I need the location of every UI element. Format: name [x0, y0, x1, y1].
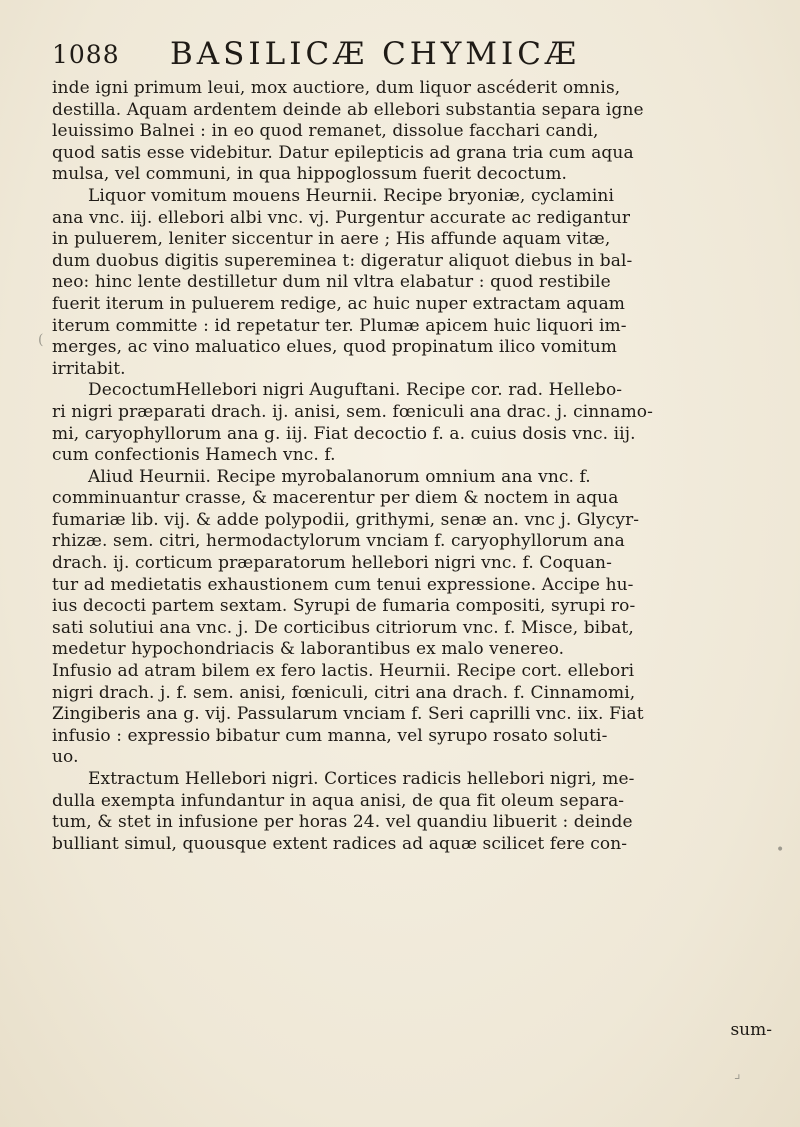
text-line: tur ad medietatis exhaustionem cum tenui expressione. Accipe hu- [52, 574, 634, 595]
text-line: DecoctumHellebori nigri Auguftani. Recipe cor. rad. Hellebo- [88, 380, 623, 401]
text-line: fumariæ lib. vij. & adde polypodii, grithymi, senæ an. vnc j. Glycyr- [52, 509, 640, 530]
text-line: infusio : expressio bibatur cum manna, vel syrupo rosato soluti- [52, 725, 608, 746]
text-line: Liquor vomitum mouens Heurnii. Recipe bryoniæ, cyclamini [88, 185, 615, 206]
text-line: fuerit iterum in puluerem redige, ac huic nuper extractam aquam [52, 293, 626, 314]
text-line: tum, & stet in infusione per horas 24. vel quandiu libuerit : deinde [52, 812, 633, 833]
text-line: destilla. Aquam ardentem deinde ab ellebori substantia separa igne [52, 99, 644, 120]
text-line: sati solutiui ana vnc. j. De corticibus citriorum vnc. f. Misce, bibat, [52, 617, 634, 638]
text-line: irritabit. [52, 358, 126, 379]
text-line: mulsa, vel communi, in qua hippoglossum fuerit decoctum. [52, 164, 568, 185]
text-line: quod satis esse videbitur. Datur epilepticis ad grana tria cum aqua [52, 142, 634, 163]
text-line: Extractum Hellebori nigri. Cortices radicis hellebori nigri, me- [88, 769, 635, 789]
text-line: Zingiberis ana g. vij. Passularum vnciam f. Seri caprilli vnc. iix. Fiat [52, 704, 644, 725]
text-line: iterum committe : id repetatur ter. Plumæ apicem huic liquori im- [52, 315, 627, 336]
margin-mark: ⌟ [734, 1066, 741, 1082]
running-title: BASILICÆ CHYMICÆ [170, 36, 581, 72]
text-line: nigri drach. j. f. sem. anisi, fœniculi, citri ana drach. f. Cinnamomi, [52, 682, 636, 703]
page-number: 1088 [52, 40, 120, 69]
text-line: dulla exempta infundantur in aqua anisi, de qua fit oleum separa- [52, 790, 625, 811]
text-line: Infusio ad atram bilem ex fero lactis. Heurnii. Recipe cort. ellebori [52, 661, 635, 682]
text-line: ri nigri præparati drach. ij. anisi, sem. fœniculi ana drac. j. cinnamo- [52, 401, 653, 422]
text-line: Aliud Heurnii. Recipe myrobalanorum omnium ana vnc. f. [88, 466, 591, 487]
text-line: drach. ij. corticum præparatorum hellebori nigri vnc. f. Coquan- [52, 553, 612, 574]
text-line: neo: hinc lente destilletur dum nil vltra elabatur : quod restibile [52, 272, 611, 293]
text-line: rhizæ. sem. citri, hermodactylorum vnciam f. caryophyllorum ana [52, 531, 625, 552]
text-line: uo. [52, 747, 79, 768]
text-line: merges, ac vino maluatico elues, quod propinatum ilico vomitum [52, 337, 617, 358]
text-line: comminuantur crasse, & macerentur per diem & noctem in aqua [52, 488, 619, 509]
text-line: in puluerem, leniter siccentur in aere ; His affunde aquam vitæ, [52, 229, 611, 250]
text-line: inde igni primum leui, mox auctiore, dum liquor ascéderit omnis, [52, 78, 621, 98]
text-line: medetur hypochondriacis & laborantibus ex malo venereo. [52, 639, 565, 660]
margin-mark: • [776, 842, 785, 858]
text-line: cum confectionis Hamech vnc. f. [52, 445, 336, 466]
text-line: ius decocti partem sextam. Syrupi de fumaria compositi, syrupi ro- [52, 596, 636, 617]
text-line: bulliant simul, quousque extent radices ad aquæ scilicet fere con- [52, 833, 628, 854]
text-line: mi, caryophyllorum ana g. iij. Fiat decoctio f. a. cuius dosis vnc. iij. [52, 423, 636, 444]
page-header [52, 34, 770, 74]
text-line: ana vnc. iij. ellebori albi vnc. vj. Purgentur accurate ac redigantur [52, 207, 631, 228]
catchword: sum- [730, 1020, 772, 1040]
text-line: leuissimo Balnei : in eo quod remanet, dissolue facchari candi, [52, 121, 599, 142]
margin-mark: ( [38, 332, 44, 348]
text-line: dum duobus digitis supereminea t: digeratur aliquot diebus in bal- [52, 250, 633, 271]
body-text [52, 78, 772, 855]
